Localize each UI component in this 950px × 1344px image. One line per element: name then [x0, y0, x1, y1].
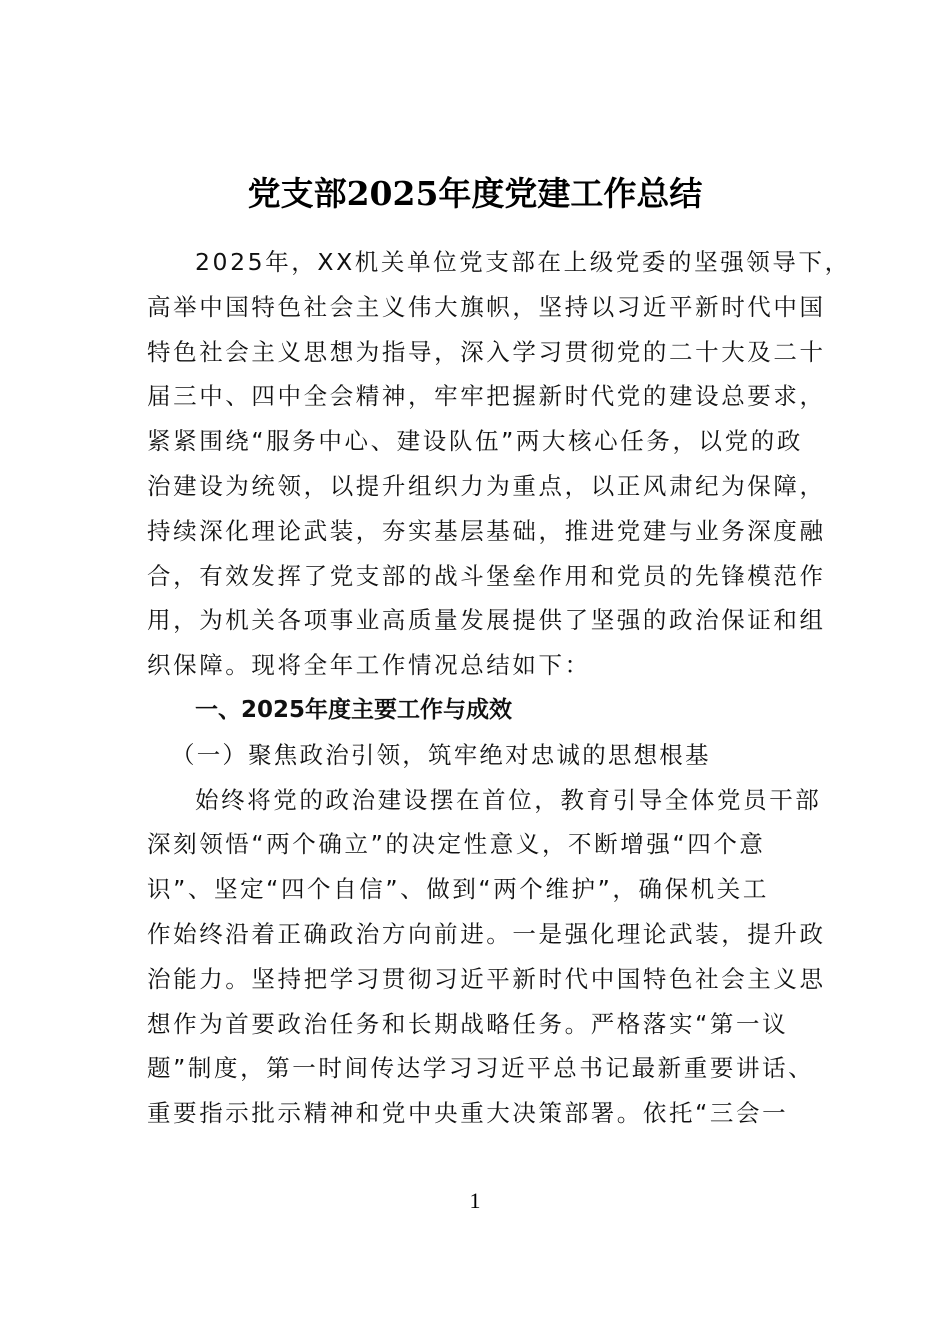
paragraph-line: 治能力。坚持把学习贯彻习近平新时代中国特色社会主义思 — [147, 964, 826, 993]
paragraph-line: 持续深化理论武装，夯实基层基础，推进党建与业务深度融 — [147, 516, 826, 545]
paragraph-line: 重要指示批示精神和党中央重大决策部署。依托“三会一 — [147, 1099, 789, 1128]
paragraph-line: 届三中、四中全会精神，牢牢把握新时代党的建设总要求， — [147, 382, 826, 411]
paragraph-line: 织保障。现将全年工作情况总结如下： — [147, 651, 591, 680]
paragraph-line: 深刻领悟“两个确立”的决定性意义，不断增强“四个意 — [147, 830, 766, 859]
document-title: 党支部2025年度党建工作总结 — [247, 174, 703, 213]
paragraph-line: 想作为首要政治任务和长期战略任务。严格落实“第一议 — [147, 1009, 789, 1038]
paragraph-line: 作始终沿着正确政治方向前进。一是强化理论武装，提升政 — [147, 919, 826, 948]
paragraph-line: 合，有效发挥了党支部的战斗堡垒作用和党员的先锋模范作 — [147, 561, 826, 590]
subsection-heading: （一）聚焦政治引领，筑牢绝对忠诚的思想根基 — [171, 740, 711, 769]
paragraph-line: 紧紧围绕“服务中心、建设队伍”两大核心任务，以党的政 — [147, 427, 803, 456]
paragraph-line: 题”制度，第一时间传达学习习近平总书记最新重要讲话、 — [147, 1054, 815, 1083]
document-body — [147, 240, 851, 1136]
paragraph-line: 治建设为统领，以提升组织力为重点，以正风肃纪为保障， — [147, 471, 826, 500]
paragraph-line: 始终将党的政治建设摆在首位，教育引导全体党员干部 — [195, 785, 822, 814]
paragraph-line: 2025年，XX机关单位党支部在上级党委的坚强领导下， — [195, 248, 851, 276]
paragraph-line: 识”、坚定“四个自信”、做到“两个维护”，确保机关工 — [147, 875, 769, 904]
page-number: 1 — [469, 1188, 481, 1213]
paragraph-line: 特色社会主义思想为指导，深入学习贯彻党的二十大及二十 — [147, 337, 826, 366]
paragraph-line: 高举中国特色社会主义伟大旗帜，坚持以习近平新时代中国 — [147, 292, 826, 321]
paragraph-line: 用，为机关各项事业高质量发展提供了坚强的政治保证和组 — [147, 606, 826, 635]
section-heading: 一、2025年度主要工作与成效 — [195, 696, 513, 723]
